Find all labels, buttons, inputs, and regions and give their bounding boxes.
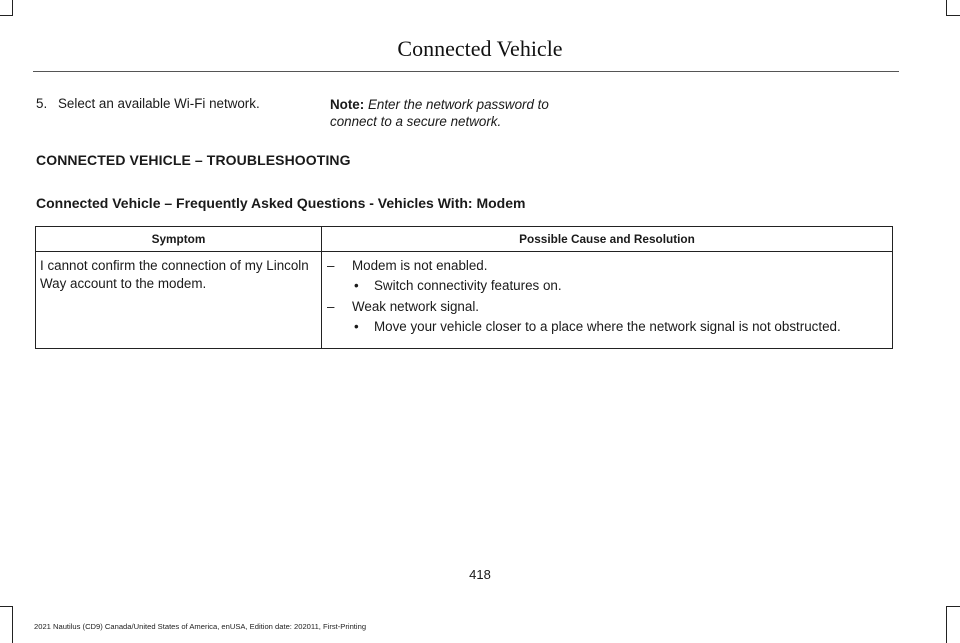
symptom-cell: I cannot confirm the connection of my Lincoln Way account to the modem. [36,252,322,349]
step-item [36,96,260,111]
header-symptom: Symptom [36,227,322,252]
step-text: Select an available Wi-Fi network. [58,96,260,111]
dash-marker: – [327,258,335,273]
crop-mark-bottom-right-v [946,606,947,643]
crop-mark-top-right-h [946,15,960,16]
crop-mark-bottom-left-v [12,606,13,643]
section-title: CONNECTED VEHICLE – TROUBLESHOOTING [36,152,351,168]
cause-resolution-cell [322,252,893,349]
resolution-item [326,277,888,295]
step-number: 5. [36,96,48,111]
page-number: 418 [469,567,491,582]
bullet-marker: • [354,278,359,293]
table-header-row [36,227,893,252]
subsection-title: Connected Vehicle – Frequently Asked Questions - Vehicles With: Modem [36,195,526,211]
note-label: Note: [330,97,365,112]
cause-text: Modem is not enabled. [352,258,488,273]
cause-text: Weak network signal. [352,299,480,314]
faq-table [35,226,893,349]
crop-mark-top-right-v [946,0,947,15]
resolution-text: Move your vehicle closer to a place where the network signal is not obstructed. [374,319,841,334]
header-cause-resolution: Possible Cause and Resolution [322,227,893,252]
page-header-title: Connected Vehicle [397,36,563,61]
resolution-text: Switch connectivity features on. [374,278,562,293]
crop-mark-bottom-left-h [0,606,13,607]
dash-marker: – [327,299,335,314]
note-block [330,96,590,130]
crop-mark-top-left-v [12,0,13,15]
crop-mark-bottom-right-h [946,606,960,607]
table-row [36,252,893,349]
footer-edition-text: 2021 Nautilus (CD9) Canada/United States of America, enUSA, Edition date: 202011, First-Printing [34,622,367,631]
crop-mark-top-left-h [0,15,13,16]
note-text: Enter the network password to connect to a secure network. [330,97,549,129]
header-divider [33,71,899,72]
cause-item [326,257,888,275]
bullet-marker: • [354,319,359,334]
cause-item [326,298,888,316]
resolution-item [326,318,888,336]
